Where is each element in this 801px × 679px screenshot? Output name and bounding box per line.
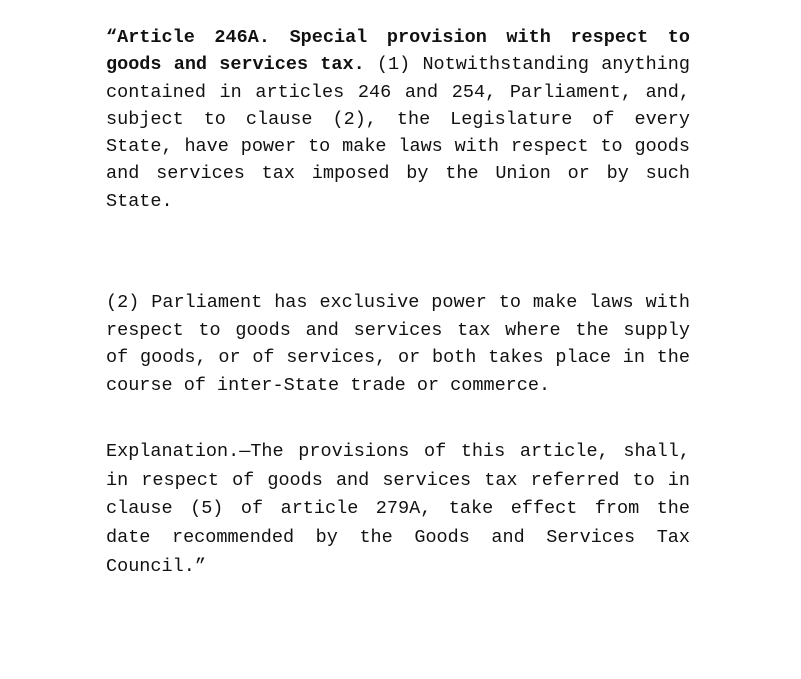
explanation-paragraph: Explanation.—The provisions of this article, shall, in respect of goods and services tax referred to in clause (5) of article 279A, take effect from the date recommended by the Goods and Services Tax Council.”: [106, 441, 690, 577]
clause-1-text: (1) Notwithstanding anything contained in articles 246 and 254, Parliament, and, subject to clause (2), the Legislature of every State, have power to make laws with respect to goods and services tax imposed by the Union or by such State.: [106, 54, 691, 212]
clause-2-paragraph: (2) Parliament has exclusive power to make laws with respect to goods and services tax where the supply of goods, or of services, or both takes place in the course of inter-State trade or commerce.: [106, 292, 690, 396]
clause-1-paragraph: [106, 24, 690, 215]
article-heading: “Article 246A. Special provision with respect to goods and services tax.: [106, 27, 690, 76]
